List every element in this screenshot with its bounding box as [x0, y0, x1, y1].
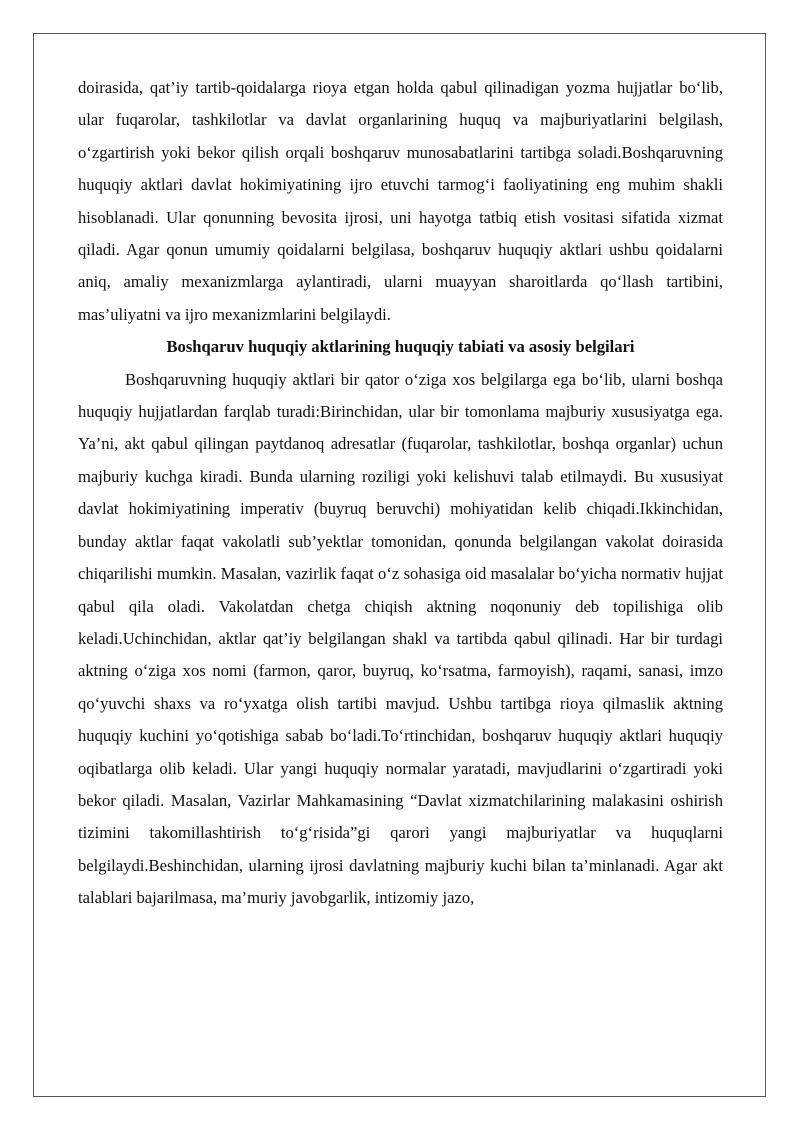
- section-heading: Boshqaruv huquqiy aktlarining huquqiy tabiati va asosiy belgilari: [166, 337, 635, 357]
- document-body: [78, 72, 723, 915]
- paragraph-features: Boshqaruvning huquqiy aktlari bir qator o‘ziga xos belgilarga ega bo‘lib, ularni boshqa huquqiy hujjatlardan farqlab turadi:Birinchidan, ular bir tomonlama majburiy xususiyatga ega. Ya’ni, akt qabul qilingan paytdanoq adresatlar (fuqarolar, tashkilotlar, boshqa organlar) uchun majburiy kuchga kiradi. Bunda ularning roziligi yoki kelishuvi talab etilmaydi. Bu xususiyat davlat hokimiyatining imperativ (buyruq beruvchi) mohiyatidan kelib chiqadi.Ikkinchidan, bunday aktlar faqat vakolatli sub’yektlar tomonidan, qonunda belgilangan vakolat doirasida chiqarilishi mumkin. Masalan, vazirlik faqat o‘z sohasiga oid masalalar bo‘yicha normativ hujjat qabul qila oladi. Vakolatdan chetga chiqish aktning noqonuniy deb topilishiga olib keladi.Uchinchidan, aktlar qat’iy belgilangan shakl va tartibda qabul qilinadi. Har bir turdagi aktning o‘ziga xos nomi (farmon, qaror, buyruq, ko‘rsatma, farmoyish), raqami, sanasi, imzo qo‘yuvchi shaxs va ro‘yxatga olish tartibi mavjud. Ushbu tartibga rioya qilmaslik aktning huquqiy kuchini yo‘qotishiga sabab bo‘ladi.To‘rtinchidan, boshqaruv huquqiy aktlari huquqiy oqibatlarga olib keladi. Ular yangi huquqiy normalar yaratadi, mavjudlarini o‘zgartiradi yoki bekor qiladi. Masalan, Vazirlar Mahkamasining “Davlat xizmatchilarining malakasini oshirish tizimini takomillashtirish to‘g‘risida”gi qarori yangi majburiyatlar va huquqlarni belgilaydi.Beshinchidan, ularning ijrosi davlatning majburiy kuchi bilan ta’minlanadi. Agar akt talablari bajarilmasa, ma’muriy javobgarlik, intizomiy jazo,: [78, 369, 723, 908]
- paragraph-intro: doirasida, qat’iy tartib-qoidalarga rioya etgan holda qabul qilinadigan yozma hujjatlar bo‘lib, ular fuqarolar, tashkilotlar va davlat organlarining huquq va majburiyatlarini belgilash, o‘zgartirish yoki bekor qilish orqali boshqaruv munosabatlarini tartibga soladi.Boshqaruvning huquqiy aktlari davlat hokimiyatining ijro etuvchi tarmog‘i faoliyatining eng muhim shakli hisoblanadi. Ular qonunning bevosita ijrosi, uni hayotga tatbiq etish vositasi sifatida xizmat qiladi. Agar qonun umumiy qoidalarni belgilasa, boshqaruv huquqiy aktlari ushbu qoidalarni aniq, amaliy mexanizmlarga aylantiradi, ularni muayyan sharoitlarda qo‘llash tartibini, mas’uliyatni va ijro mexanizmlarini belgilaydi.: [78, 78, 723, 324]
